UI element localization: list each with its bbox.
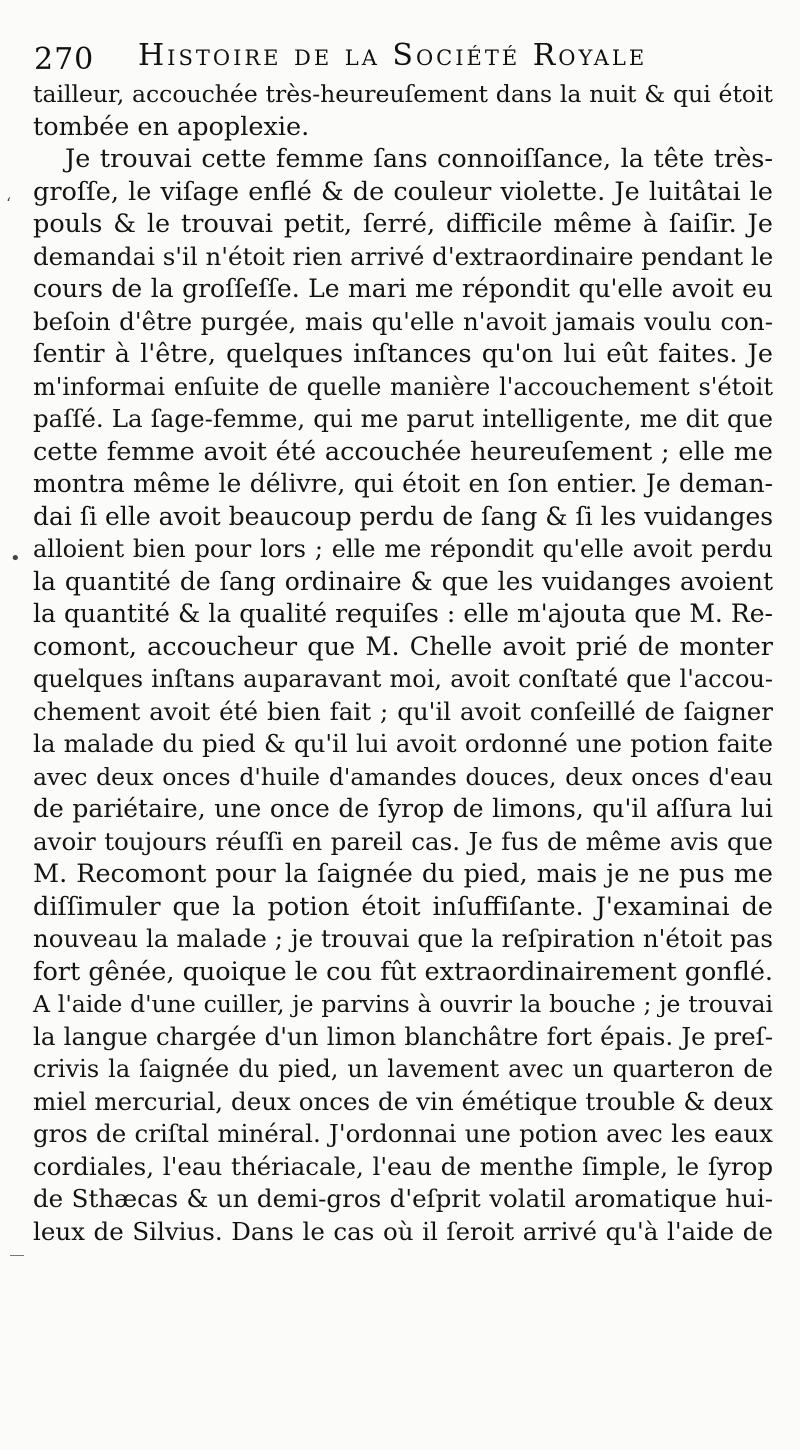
text-line: la langue chargée d'un limon blanchâtre fort épais. Je preſ- — [33, 1021, 773, 1051]
text-line: la quantité de ſang ordinaire & que les vuidanges avoient — [33, 566, 773, 596]
text-line: la quantité & la qualité requiſes : elle m'ajouta que M. Re- — [33, 599, 773, 628]
text-line: groſſe, le viſage enflé & de couleur violette. Je luitâtai le — [33, 176, 773, 207]
margin-mark — [10, 1255, 24, 1256]
text-line: chement avoit été bien fait ; qu'il avoit conſeillé de ſaigner — [33, 696, 773, 726]
text-line: cordiales, l'eau thériacale, l'eau de menthe ſimple, le ſyrop — [33, 1151, 773, 1181]
text-line: Je trouvai cette femme ſans connoiſſance, la tête très- — [65, 144, 773, 174]
text-line: cette femme avoit été accouchée heureuſement ; elle me — [33, 436, 773, 467]
text-line: demandai s'il n'étoit rien arrivé d'extraordinaire pendant le — [33, 241, 774, 271]
text-line: tailleur, accouchée très-heureuſement dans la nuit & qui étoit — [33, 80, 773, 108]
margin-mark: • — [10, 548, 21, 569]
text-line: fort gênée, quoique le cou fût extraordinairement gonflé. — [33, 956, 774, 987]
text-line: leux de Silvius. Dans le cas où il ſeroit arrivé qu'à l'aide de — [33, 1216, 773, 1246]
text-line: quelques inſtans auparavant moi, avoit conſtaté que l'accou- — [33, 665, 773, 693]
page-number: 270 — [34, 42, 95, 77]
text-line: dai ſi elle avoit beaucoup perdu de ſang & ſi les vuidanges — [33, 501, 774, 531]
text-line: nouveau la malade ; je trouvai que la reſpiration n'étoit pas — [33, 924, 773, 953]
text-line: gros de criſtal minéral. J'ordonnai une potion avec les eaux — [33, 1119, 773, 1148]
text-line: crivis la ſaignée du pied, un lavement avec un quarteron de — [33, 1055, 773, 1083]
text-line: miel mercurial, deux onces de vin émétique trouble & deux — [33, 1086, 773, 1116]
text-line: m'informai enſuite de quelle manière l'accouchement s'étoit — [33, 372, 773, 401]
body-text — [33, 78, 773, 1248]
text-line: ſentir à l'être, quelques inſtances qu'on lui eût faites. Je — [33, 339, 773, 369]
running-title: Histoire de la Société Royale — [138, 38, 648, 73]
text-line: cours de la groſſeſſe. Le mari me répondit qu'elle avoit eu — [33, 274, 773, 303]
text-line: paſſé. La ſage-femme, qui me parut intelligente, me dit que — [33, 404, 773, 433]
text-line: alloient bien pour lors ; elle me répondit qu'elle avoit perdu — [33, 535, 773, 563]
text-line: tombée en apoplexie. — [33, 111, 310, 142]
text-line: montra même le délivre, qui étoit en ſon entier. Je deman- — [33, 469, 773, 498]
text-line: avoir toujours réuſſi en pareil cas. Je fus de même avis que — [33, 826, 773, 856]
text-line: comont, accoucheur que M. Chelle avoit prié de monter — [33, 631, 773, 662]
margin-mark: ‘ — [6, 194, 12, 213]
text-line: avec deux onces d'huile d'amandes douces, deux onces d'eau — [33, 762, 773, 791]
page-header — [30, 30, 790, 78]
text-line: M. Recomont pour la ſaignée du pied, mais je ne pus me — [33, 859, 773, 889]
text-line: de Sthæcas & un demi-gros d'eſprit volatil aromatique hui- — [33, 1184, 773, 1213]
text-line: la malade du pied & qu'il lui avoit ordonné une potion faite — [33, 729, 773, 758]
text-line: de pariétaire, une once de ſyrop de limons, qu'il aſſura lui — [33, 794, 773, 823]
text-line: diſſimuler que la potion étoit inſuffiſante. J'examinai de — [33, 891, 773, 922]
text-line: A l'aide d'une cuiller, je parvins à ouvrir la bouche ; je trouvai — [33, 990, 773, 1018]
text-line: beſoin d'être purgée, mais qu'elle n'avoit jamais voulu con- — [33, 306, 773, 336]
text-line: pouls & le trouvai petit, ſerré, difficile même à ſaiſir. Je — [33, 209, 773, 239]
